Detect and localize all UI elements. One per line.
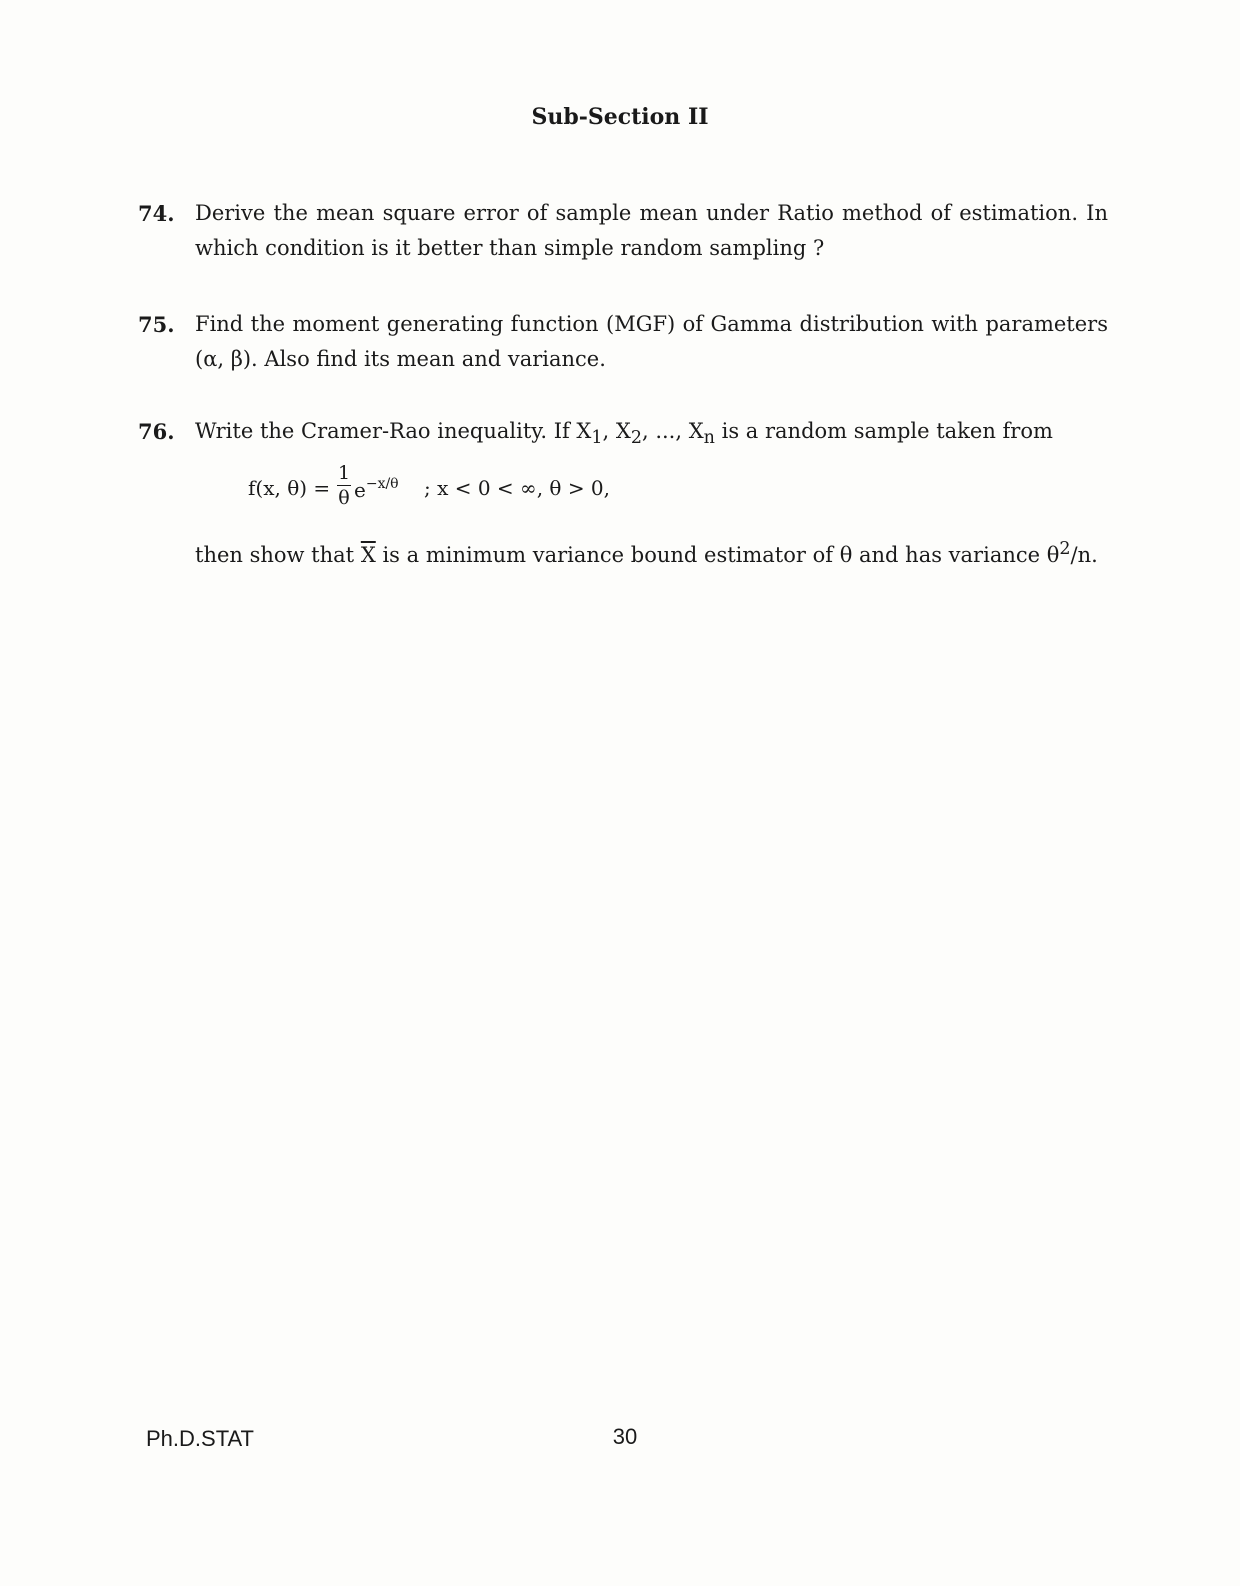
- question-text-line: which condition is it better than simple random sampling ?: [195, 236, 825, 260]
- question-text-line: Find the moment generating function (MGF) of Gamma distribution with parameters: [195, 312, 1108, 336]
- question-76: [138, 414, 1058, 456]
- text-run: is a minimum variance bound estimator of θ and has variance θ: [382, 543, 1060, 567]
- text-run: Write the Cramer-Rao inequality. If X: [195, 419, 592, 443]
- formula-condition: ; x < 0 < ∞, θ > 0,: [424, 476, 611, 500]
- fraction-numerator: 1: [337, 462, 351, 484]
- question-text-line: [195, 414, 1058, 456]
- section-title: Sub-Section II: [531, 104, 709, 130]
- question-number: 75.: [138, 312, 175, 337]
- subscript: n: [703, 428, 715, 449]
- question-text-line: Derive the mean square error of sample mean under Ratio method of estimation. In: [195, 201, 1108, 225]
- subscript: 1: [591, 428, 603, 449]
- page-number: 30: [612, 1424, 638, 1449]
- exponential-term: [354, 476, 399, 502]
- question-text-line: [195, 532, 1108, 573]
- text-run: , X: [602, 419, 631, 443]
- fraction-denominator: θ: [338, 487, 350, 509]
- exponential-base: e: [354, 478, 366, 502]
- question-74: [138, 196, 1108, 266]
- fraction: [336, 461, 352, 510]
- sample-mean-symbol: $\overline{X}$: [360, 543, 376, 567]
- density-formula: [248, 461, 748, 521]
- question-number: 76.: [138, 419, 175, 444]
- subscript: 2: [630, 428, 642, 449]
- exponent: −x/θ: [365, 476, 399, 492]
- text-run: then show that: [195, 543, 355, 567]
- question-76-conclusion: [138, 532, 1108, 573]
- text-run: /n.: [1070, 543, 1098, 567]
- text-run: is a random sample taken from: [714, 419, 1053, 443]
- exam-code: Ph.D.STAT: [146, 1426, 254, 1451]
- question-number: 74.: [138, 201, 175, 226]
- text-run: , ..., X: [641, 419, 704, 443]
- formula-lhs: f(x, θ) =: [248, 476, 331, 500]
- superscript: 2: [1059, 539, 1071, 559]
- question-text-line: (α, β). Also find its mean and variance.: [195, 347, 606, 371]
- question-75: [138, 307, 1108, 377]
